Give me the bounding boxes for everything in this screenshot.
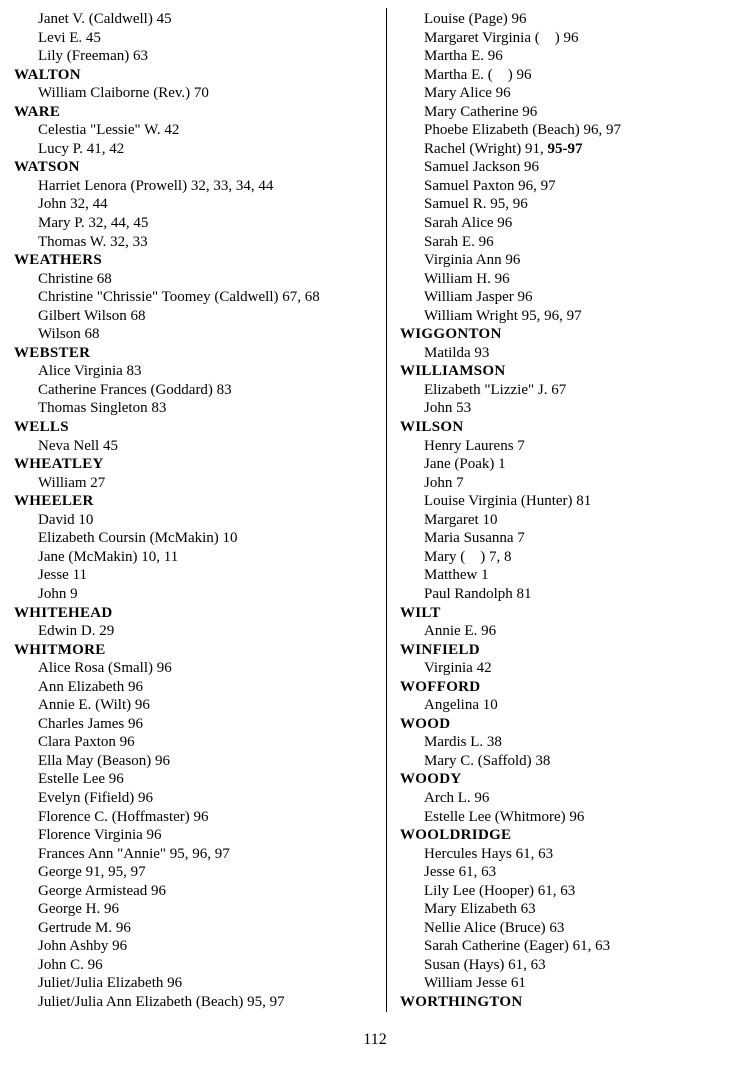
index-entry: George 91, 95, 97: [38, 864, 146, 881]
index-entry: Sarah Alice 96: [424, 215, 513, 232]
surname-heading: WILT: [400, 604, 441, 621]
index-entry: Thomas Singleton 83: [38, 400, 167, 417]
index-entry: William Jasper 96: [424, 289, 533, 306]
index-column-right: [400, 10, 744, 1012]
index-entry: Estelle Lee 96: [38, 771, 124, 788]
index-entry: Lily Lee (Hooper) 61, 63: [424, 882, 576, 899]
index-entry: Harriet Lenora (Prowell) 32, 33, 34, 44: [38, 177, 274, 194]
surname-heading: WATSON: [14, 159, 80, 176]
index-entry: Samuel Paxton 96, 97: [424, 177, 556, 194]
index-entry: Christine 68: [38, 270, 112, 287]
index-entry: Maria Susanna 7: [424, 530, 525, 547]
index-column-left: [14, 10, 380, 1012]
surname-heading: WOOD: [400, 715, 451, 732]
index-entry: Lily (Freeman) 63: [38, 48, 148, 65]
index-entry: Frances Ann "Annie" 95, 96, 97: [38, 845, 230, 862]
index-entry: Jane (Poak) 1: [424, 456, 506, 473]
surname-heading: WINFIELD: [400, 641, 480, 658]
index-entry: Mary P. 32, 44, 45: [38, 215, 149, 232]
index-entry: John Ashby 96: [38, 938, 128, 955]
index-entry: Mary C. (Saffold) 38: [424, 752, 551, 769]
index-entry: Virginia 42: [424, 660, 492, 677]
index-entry: Thomas W. 32, 33: [38, 233, 148, 250]
surname-heading: WHITEHEAD: [14, 604, 113, 621]
index-entry: Sarah E. 96: [424, 233, 494, 250]
index-entry: Charles James 96: [38, 715, 143, 732]
index-entry: Catherine Frances (Goddard) 83: [38, 381, 232, 398]
index-entry: Martha E. 96: [424, 48, 503, 65]
index-entry: Louise Virginia (Hunter) 81: [424, 493, 592, 510]
index-entry: Mary ( ) 7, 8: [424, 548, 512, 565]
index-entry: Nellie Alice (Bruce) 63: [424, 919, 565, 936]
index-entry: Alice Virginia 83: [38, 363, 142, 380]
index-entry: Florence Virginia 96: [38, 827, 162, 844]
index-entry: George H. 96: [38, 901, 119, 918]
index-entry: Alice Rosa (Small) 96: [38, 660, 172, 677]
index-entry: Sarah Catherine (Eager) 61, 63: [424, 938, 611, 955]
index-entry: Jesse 61, 63: [424, 864, 497, 881]
index-entry: Ella May (Beason) 96: [38, 752, 171, 769]
index-entry: John C. 96: [38, 956, 103, 973]
index-entry: John 32, 44: [38, 196, 108, 213]
surname-heading: WARE: [14, 103, 61, 120]
index-entry: Janet V. (Caldwell) 45: [38, 11, 172, 27]
index-entry: George Armistead 96: [38, 882, 167, 899]
index-entry: Neva Nell 45: [38, 437, 118, 454]
index-entry: Elizabeth Coursin (McMakin) 10: [38, 530, 238, 547]
index-entry: Martha E. ( ) 96: [424, 66, 532, 83]
index-entry: Mary Alice 96: [424, 85, 511, 102]
index-entry: Annie E. 96: [424, 623, 497, 640]
index-entry: William Wright 95, 96, 97: [424, 307, 582, 324]
index-entry: William Jesse 61: [424, 975, 526, 992]
index-entry: Wilson 68: [38, 326, 100, 343]
index-entry: Louise (Page) 96: [424, 11, 527, 27]
index-entry: William Claiborne (Rev.) 70: [38, 85, 209, 102]
index-entry: Annie E. (Wilt) 96: [38, 697, 150, 714]
index-entry: Jesse 11: [38, 567, 88, 584]
surname-heading: WILLIAMSON: [400, 363, 506, 380]
surname-heading: WHITMORE: [14, 641, 106, 658]
index-entry: Juliet/Julia Elizabeth 96: [38, 975, 183, 992]
surname-heading: WORTHINGTON: [400, 993, 523, 1010]
surname-heading: WALTON: [14, 66, 81, 83]
index-entry: Susan (Hays) 61, 63: [424, 956, 546, 973]
index-entry: Matilda 93: [424, 344, 490, 361]
surname-heading: WOFFORD: [400, 678, 481, 695]
index-entry: Phoebe Elizabeth (Beach) 96, 97: [424, 122, 622, 139]
index-entry: Hercules Hays 61, 63: [424, 845, 554, 862]
index-entry: Henry Laurens 7: [424, 437, 525, 454]
index-entry: Florence C. (Hoffmaster) 96: [38, 808, 209, 825]
index-entry: Mary Elizabeth 63: [424, 901, 536, 918]
index-entry: Clara Paxton 96: [38, 734, 135, 751]
index-entry: Gertrude M. 96: [38, 919, 131, 936]
surname-heading: WELLS: [14, 419, 69, 436]
index-entry: Rachel (Wright) 91, 95-97: [424, 140, 583, 157]
page-number: 112: [363, 1031, 387, 1048]
surname-heading: WEBSTER: [14, 344, 91, 361]
index-entry: Gilbert Wilson 68: [38, 307, 146, 324]
index-entry: Margaret Virginia ( ) 96: [424, 29, 579, 46]
index-entry: Christine "Chrissie" Toomey (Caldwell) 67, 68: [38, 289, 320, 306]
index-entry: Estelle Lee (Whitmore) 96: [424, 808, 585, 825]
index-entry: Elizabeth "Lizzie" J. 67: [424, 381, 567, 398]
index-entry: William H. 96: [424, 270, 510, 287]
surname-heading: WIGGONTON: [400, 326, 502, 343]
index-entry: Samuel Jackson 96: [424, 159, 539, 176]
column-divider: [386, 8, 387, 1012]
index-entry: Arch L. 96: [424, 789, 490, 806]
index-entry: Paul Randolph 81: [424, 585, 532, 602]
surname-heading: WHEATLEY: [14, 456, 104, 473]
index-entry: Edwin D. 29: [38, 623, 115, 640]
index-entry: Samuel R. 95, 96: [424, 196, 528, 213]
index-entry: Jane (McMakin) 10, 11: [38, 548, 179, 565]
index-entry: Angelina 10: [424, 697, 498, 714]
index-entry: John 7: [424, 474, 464, 491]
index-entry: Celestia "Lessie" W. 42: [38, 122, 180, 139]
index-entry: Virginia Ann 96: [424, 252, 521, 269]
index-entry: Margaret 10: [424, 511, 498, 528]
index-entry: Juliet/Julia Ann Elizabeth (Beach) 95, 97: [38, 993, 285, 1010]
index-entry: John 53: [424, 400, 472, 417]
index-entry: John 9: [38, 585, 78, 602]
surname-heading: WILSON: [400, 419, 464, 436]
index-entry: Mardis L. 38: [424, 734, 502, 751]
index-entry: Ann Elizabeth 96: [38, 678, 143, 695]
index-entry: Levi E. 45: [38, 29, 101, 46]
index-entry: Matthew 1: [424, 567, 489, 584]
index-entry: Evelyn (Fifield) 96: [38, 789, 153, 806]
index-entry: Mary Catherine 96: [424, 103, 538, 120]
surname-heading: WOOLDRIDGE: [400, 827, 512, 844]
surname-heading: WEATHERS: [14, 252, 102, 269]
index-entry: William 27: [38, 474, 106, 491]
index-entry: David 10: [38, 511, 94, 528]
surname-heading: WOODY: [400, 771, 462, 788]
surname-heading: WHEELER: [14, 493, 94, 510]
index-entry: Lucy P. 41, 42: [38, 140, 125, 157]
